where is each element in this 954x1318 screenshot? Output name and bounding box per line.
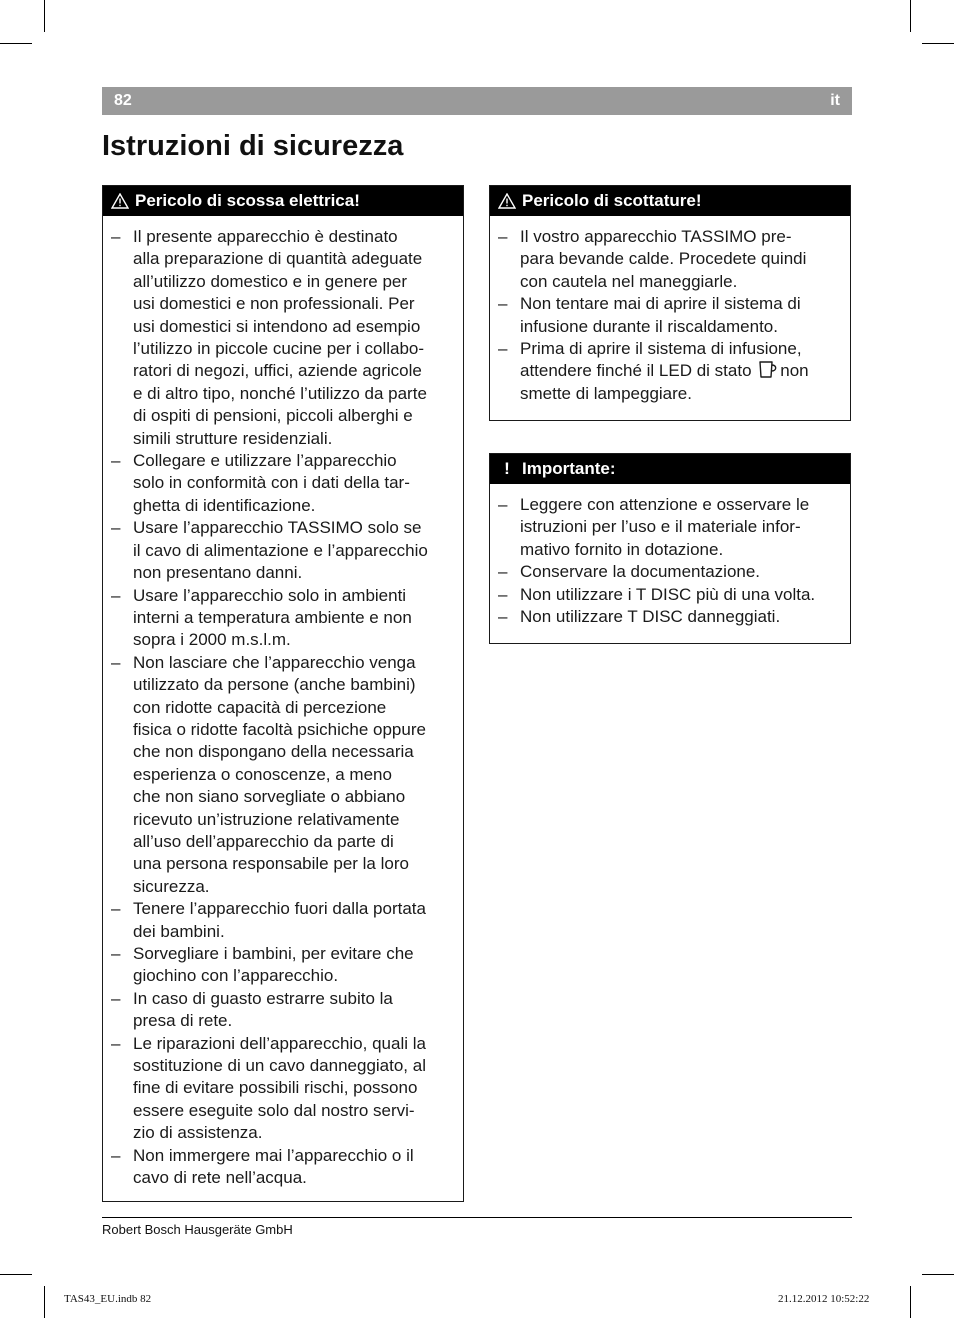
print-datetime: 21.12.2012 10:52:22 bbox=[778, 1293, 870, 1305]
list-dash: – bbox=[498, 339, 508, 359]
list-dash: – bbox=[111, 227, 121, 246]
crop-mark bbox=[910, 0, 911, 32]
list-item: – Tenere l’apparecchio fuori dalla portata dei bambini. bbox=[111, 899, 426, 941]
warning-box-electric bbox=[102, 185, 464, 1202]
warning-box-title: Pericolo di scossa elettrica! bbox=[135, 191, 360, 210]
list-item: – Il vostro apparecchio TASSIMO pre- para bevande calde. Procedete quindi con cautela nel maneggiarle. bbox=[498, 227, 807, 291]
list-item: – Conservare la documentazione. bbox=[498, 561, 848, 583]
list-item: – Non utilizzare i T DISC più di una volta. bbox=[498, 584, 848, 606]
warning-box-title: Pericolo di scottature! bbox=[522, 191, 702, 210]
notice-box-header bbox=[490, 454, 850, 484]
language-code: it bbox=[830, 92, 840, 109]
list-dash: – bbox=[111, 944, 121, 963]
list-dash: – bbox=[498, 227, 508, 246]
notice-box-important bbox=[489, 453, 851, 644]
list-item: – Non lasciare che l’apparecchio venga utilizzato da persone (anche bambini) con ridotte capacità di percezione fisica o ridotte facoltà psichiche oppure che non dispongano della necessaria esperienza o conoscenze, a meno che non siano sorvegliate o abbiano ricevuto un’istruzione relativamente all’uso dell’apparecchio da parte di una persona responsabile per la loro sicurezza. bbox=[111, 652, 426, 896]
list-item: – Non immergere mai l’apparecchio o il cavo di rete nell’acqua. bbox=[111, 1145, 414, 1188]
crop-mark bbox=[0, 43, 32, 44]
list-dash: – bbox=[498, 294, 508, 314]
footer-divider bbox=[102, 1217, 852, 1218]
crop-mark bbox=[910, 1286, 911, 1318]
crop-mark bbox=[44, 0, 45, 32]
print-file-info: TAS43_EU.indb 82 bbox=[64, 1293, 152, 1305]
safety-list bbox=[498, 226, 848, 405]
list-item: – Le riparazioni dell’apparecchio, quali la sostituzione di un cavo danneggiato, al fine di evitare possibili rischi, possono essere eseguite solo dal nostro servi- zio di assistenza. bbox=[111, 1033, 426, 1143]
list-item: – Usare l’apparecchio solo in ambienti interni a temperatura ambiente e non sopra i 2000 m.s.l.m. bbox=[111, 585, 412, 650]
footer-company: Robert Bosch Hausgeräte GmbH bbox=[102, 1222, 293, 1237]
list-item: – Leggere con attenzione e osservare le istruzioni per l’uso e il materiale infor- mativo fornito in dotazione. bbox=[498, 495, 810, 559]
crop-mark bbox=[44, 1286, 45, 1318]
warning-box-header bbox=[103, 186, 463, 216]
list-dash: – bbox=[111, 988, 121, 1008]
warning-box-burn bbox=[489, 185, 851, 421]
safety-list bbox=[111, 226, 461, 1189]
list-dash: – bbox=[111, 585, 121, 605]
cup-led-icon bbox=[758, 360, 778, 379]
page-title: Istruzioni di sicurezza bbox=[102, 130, 404, 162]
warning-box-header bbox=[490, 186, 850, 216]
warning-triangle-icon bbox=[111, 193, 129, 209]
list-item: – Prima di aprire il sistema di infusione, attendere finché il LED di stato non smette di lampeggiare. bbox=[498, 339, 809, 403]
crop-mark bbox=[0, 1274, 32, 1275]
list-item: – Non tentare mai di aprire il sistema di infusione durante il riscaldamento. bbox=[498, 294, 801, 336]
list-dash: – bbox=[111, 451, 121, 471]
crop-mark bbox=[922, 43, 954, 44]
warning-triangle-icon bbox=[498, 193, 516, 209]
page-number: 82 bbox=[114, 92, 132, 109]
list-item: – Usare l’apparecchio TASSIMO solo se il cavo di alimentazione e l’apparecchio non presentano danni. bbox=[111, 518, 428, 583]
list-item: – Sorvegliare i bambini, per evitare che giochino con l’apparecchio. bbox=[111, 944, 414, 986]
led-suffix: non bbox=[780, 361, 809, 381]
list-dash: – bbox=[498, 584, 508, 604]
list-dash: – bbox=[498, 495, 508, 514]
list-dash: – bbox=[111, 1033, 121, 1053]
list-dash: – bbox=[498, 607, 508, 627]
list-dash: – bbox=[498, 562, 508, 582]
exclamation-icon: ! bbox=[504, 459, 510, 478]
list-dash: – bbox=[111, 518, 121, 538]
page-header-bar bbox=[102, 87, 852, 115]
crop-mark bbox=[922, 1274, 954, 1275]
list-item: – Collegare e utilizzare l’apparecchio solo in conformità con i dati della tar- ghetta di identificazione. bbox=[111, 451, 410, 515]
list-dash: – bbox=[111, 899, 121, 919]
list-item: – Non utilizzare T DISC danneggiati. bbox=[498, 606, 848, 628]
list-dash: – bbox=[111, 652, 121, 672]
notice-box-title: Importante: bbox=[522, 459, 616, 478]
list-item: – Il presente apparecchio è destinato alla preparazione di quantità adeguate all’utilizzo domestico e in genere per usi domestici e non professionali. Per usi domestici si intendono ad esempio l’utilizzo in piccole cucine per i collabo- ratori di negozi, uffici, aziende agricole e di altro tipo, nonché l’utilizzo da parte di ospiti di pensioni, piccoli alberghi e simili strutture residenziali. bbox=[111, 227, 427, 448]
safety-list bbox=[498, 494, 848, 628]
list-item: – In caso di guasto estrarre subito la presa di rete. bbox=[111, 988, 393, 1031]
list-dash: – bbox=[111, 1145, 121, 1165]
